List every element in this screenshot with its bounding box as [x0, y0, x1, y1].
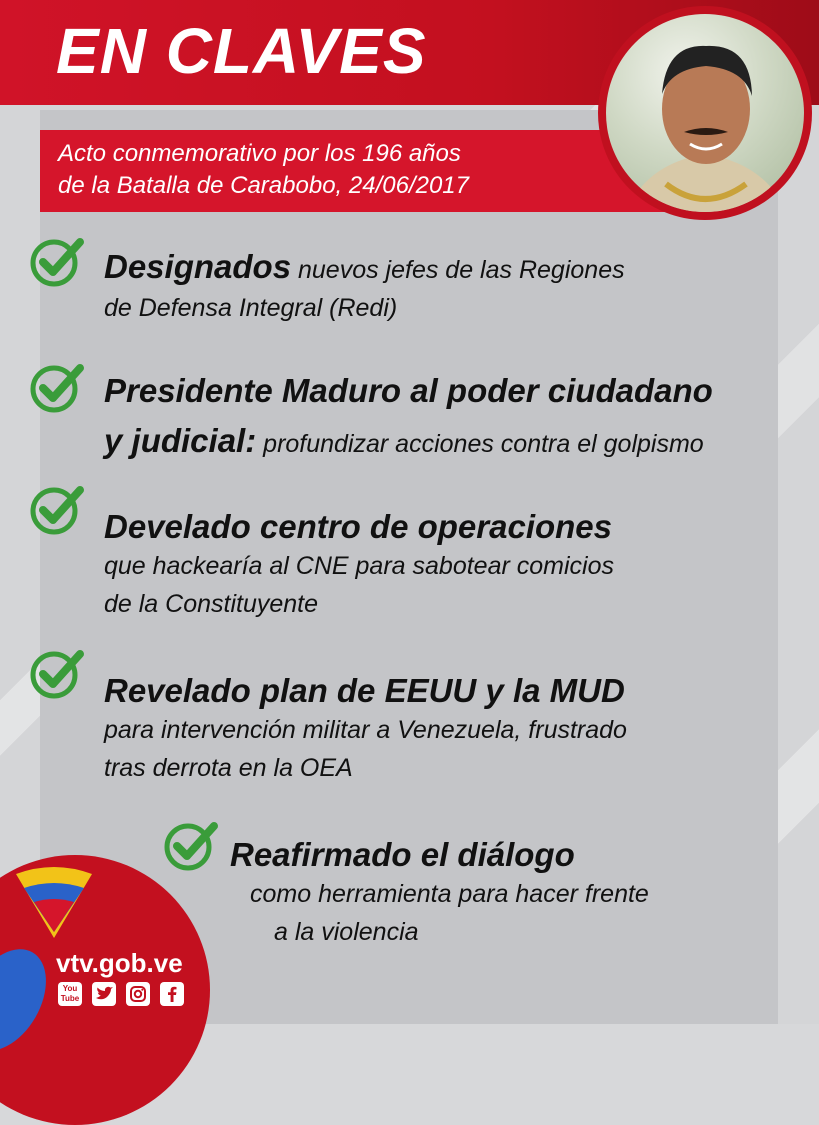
subtitle: [58, 138, 658, 202]
subtitle-line-2: de la Batalla de Carabobo, 24/06/2017: [58, 172, 469, 199]
item-heading: Develado centro de operaciones: [104, 508, 613, 545]
item-heading: Designados: [104, 248, 292, 285]
item-heading: Reafirmado el diálogo: [230, 836, 575, 873]
twitter-bird-glyph: [92, 982, 116, 1006]
check-icon: [28, 236, 88, 288]
facebook-icon[interactable]: [160, 982, 184, 1006]
vtv-logo: [14, 862, 94, 940]
instagram-icon[interactable]: [126, 982, 150, 1006]
portrait-photo: [606, 14, 804, 212]
youtube-icon[interactable]: You Tube: [58, 982, 82, 1006]
item-text: nuevos jefes de las Regiones: [291, 256, 625, 284]
page-title: EN CLAVES: [56, 15, 427, 87]
facebook-glyph: [160, 982, 184, 1006]
item-text: de la Constituyente: [104, 590, 319, 618]
item-text: como herramienta para hacer frente: [250, 880, 649, 908]
item-heading: Revelado plan de EEUU y la MUD: [104, 672, 625, 709]
item-text: a la violencia: [274, 918, 419, 946]
item-text: tras derrota en la OEA: [104, 754, 353, 782]
item-heading: Presidente Maduro al poder ciudadano: [104, 372, 713, 409]
item-heading: y judicial:: [104, 422, 257, 459]
instagram-camera-glyph: [126, 982, 150, 1006]
check-icon: [162, 820, 222, 872]
check-icon: [28, 362, 88, 414]
item-text: profundizar acciones contra el golpismo: [256, 430, 704, 458]
item-text: para intervención militar a Venezuela, frustrado: [104, 716, 627, 744]
subtitle-line-1: Acto conmemorativo por los 196 años: [58, 140, 461, 167]
portrait-frame: [598, 6, 812, 220]
item-text: que hackearía al CNE para sabotear comicios: [104, 552, 614, 580]
portrait-illustration: [606, 14, 804, 212]
check-icon: [28, 648, 88, 700]
twitter-icon[interactable]: [92, 982, 116, 1006]
website-link[interactable]: vtv.gob.ve: [56, 948, 183, 978]
check-icon: [28, 484, 88, 536]
item-text: de Defensa Integral (Redi): [104, 294, 398, 322]
